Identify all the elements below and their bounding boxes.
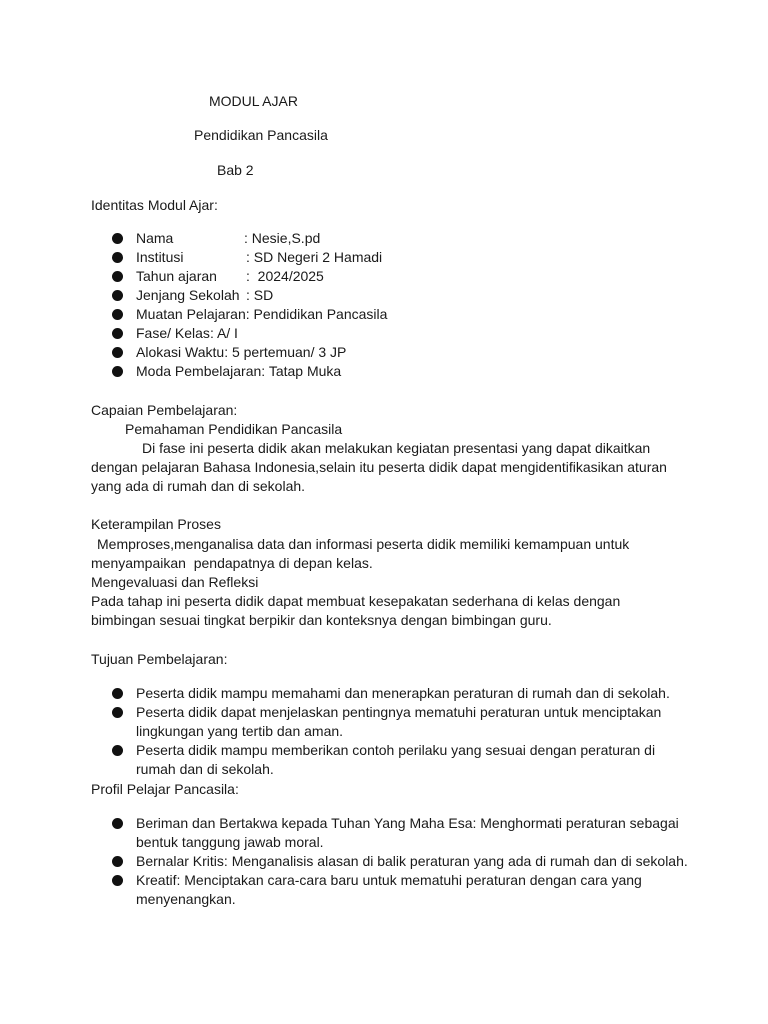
identity-value: : Tatap Muka [261, 363, 342, 379]
identity-label: Nama [136, 230, 174, 246]
keterampilan-heading: Keterampilan Proses [91, 516, 221, 532]
tujuan-item-text: Peserta didik dapat menjelaskan pentingnya mematuhi peraturan untuk menciptakan [136, 704, 662, 720]
identity-label: Institusi [136, 249, 184, 265]
identity-value: : 5 pertemuan/ 3 JP [224, 344, 347, 360]
bullet-icon [112, 271, 123, 282]
profil-item-text: Kreatif: Menciptakan cara-cara baru untuk mematuhi peraturan dengan cara yang [136, 872, 642, 888]
identity-label: Muatan Pelajaran [136, 306, 246, 322]
evaluasi-heading: Mengevaluasi dan Refleksi [91, 574, 259, 590]
document-subject: Pendidikan Pancasila [194, 127, 328, 143]
bullet-icon [112, 875, 123, 886]
capaian-paragraph-line: yang ada di rumah dan di sekolah. [91, 478, 306, 494]
bullet-icon [112, 818, 123, 829]
bullet-icon [112, 688, 123, 699]
identity-label: Jenjang Sekolah [136, 287, 240, 303]
evaluasi-paragraph-line: bimbingan sesuai tingkat berpikir dan konteksnya dengan bimbingan guru. [91, 612, 552, 628]
bullet-icon [112, 856, 123, 867]
profil-item-text: Bernalar Kritis: Menganalisis alasan di balik peraturan yang ada di rumah dan di sekolah. [136, 853, 688, 869]
bullet-icon [112, 328, 123, 339]
identity-label: Alokasi Waktu [136, 344, 225, 360]
tujuan-heading: Tujuan Pembelajaran: [91, 651, 228, 667]
bullet-icon [112, 290, 123, 301]
bullet-icon [112, 707, 123, 718]
tujuan-item-text: lingkungan yang tertib dan aman. [136, 723, 344, 739]
identity-label: Fase/ Kelas [136, 325, 210, 341]
profil-heading: Profil Pelajar Pancasila: [91, 781, 239, 797]
profil-item-text: Beriman dan Bertakwa kepada Tuhan Yang Maha Esa: Menghormati peraturan sebagai [136, 815, 679, 831]
profil-item-text: menyenangkan. [136, 891, 236, 907]
capaian-paragraph-line: dengan pelajaran Bahasa Indonesia,selain itu peserta didik dapat mengidentifikasikan aturan [91, 459, 667, 475]
identity-value: : A/ I [209, 325, 238, 341]
bullet-icon [112, 347, 123, 358]
evaluasi-paragraph-line: Pada tahap ini peserta didik dapat membuat kesepakatan sederhana di kelas dengan [91, 593, 621, 609]
profil-item-text: bentuk tanggung jawab moral. [136, 834, 324, 850]
bullet-icon [112, 252, 123, 263]
keterampilan-paragraph-line: Memproses,menganalisa data dan informasi peserta didik memiliki kemampuan untuk [97, 536, 630, 552]
document-title: MODUL AJAR [209, 93, 298, 109]
tujuan-item-text: rumah dan di sekolah. [136, 761, 274, 777]
capaian-paragraph-line: Di fase ini peserta didik akan melakukan kegiatan presentasi yang dapat dikaitkan [142, 440, 651, 456]
identity-label: Tahun ajaran [136, 268, 217, 284]
identity-value: : 2024/2025 [246, 268, 324, 284]
capaian-subheading: Pemahaman Pendidikan Pancasila [125, 421, 343, 437]
tujuan-item-text: Peserta didik mampu memberikan contoh perilaku yang sesuai dengan peraturan di [136, 742, 656, 758]
bullet-icon [112, 309, 123, 320]
identity-label: Moda Pembelajaran [136, 363, 262, 379]
capaian-heading: Capaian Pembelajaran: [91, 402, 238, 418]
keterampilan-paragraph-line: menyampaikan pendapatnya di depan kelas. [91, 555, 373, 571]
document-chapter: Bab 2 [217, 162, 254, 178]
identity-value: : SD [246, 287, 274, 303]
bullet-icon [112, 233, 123, 244]
bullet-icon [112, 745, 123, 756]
bullet-icon [112, 366, 123, 377]
identity-value: : Pendidikan Pancasila [245, 306, 388, 322]
identity-value: : Nesie,S.pd [244, 230, 321, 246]
identity-heading: Identitas Modul Ajar: [91, 197, 218, 213]
identity-value: : SD Negeri 2 Hamadi [246, 249, 383, 265]
tujuan-item-text: Peserta didik mampu memahami dan menerapkan peraturan di rumah dan di sekolah. [136, 685, 670, 701]
